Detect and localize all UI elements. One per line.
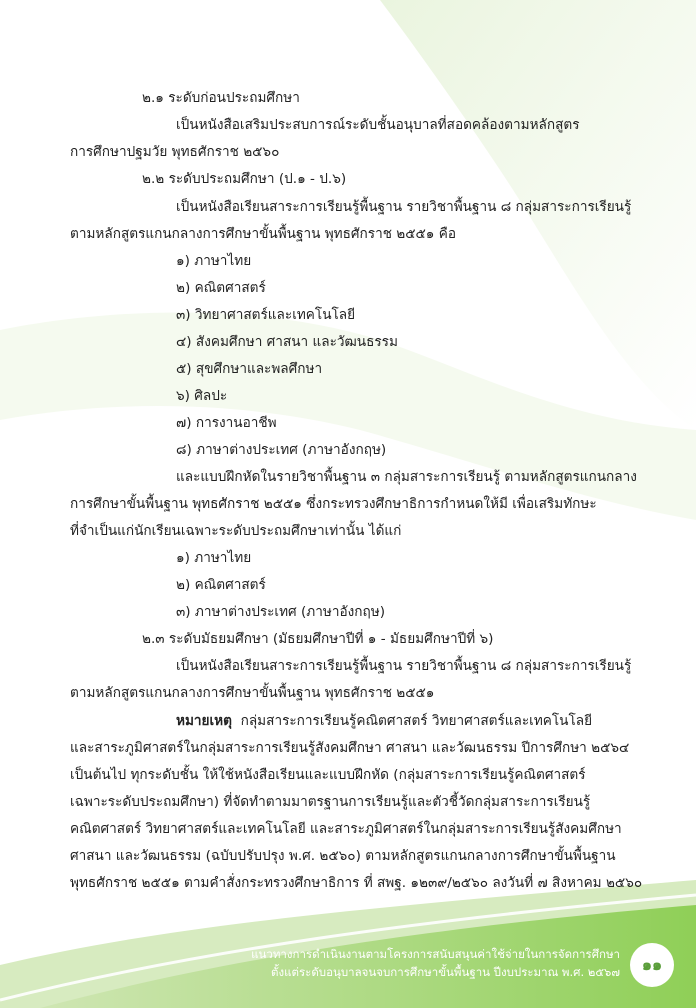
paragraph-line: พุทธศักราช ๒๕๕๑ ตามคำสั่งกระทรวงศึกษาธิการ ที่ สพฐ. ๑๒๓๙/๒๕๖๐ ลงวันที่ ๗ สิงหาคม ๒๕๖๐	[70, 875, 643, 891]
note-line	[176, 711, 592, 731]
footer-title-line1: แนวทางการดำเนินงานตามโครงการสนับสนุนค่าใช้จ่ายในการจัดการศึกษา	[251, 947, 620, 961]
paragraph-line: เป็นต้นไป ทุกระดับชั้น ให้ใช้หนังสือเรียนและแบบฝึกหัด (กลุ่มสาระการเรียนรู้คณิตศาสตร์	[70, 767, 586, 783]
paragraph-line: การศึกษาปฐมวัย พุทธศักราช ๒๕๖๐	[70, 144, 280, 160]
heading-2-2: ๒.๒ ระดับประถมศึกษา (ป.๑ - ป.๖)	[142, 171, 347, 187]
paragraph-line: เฉพาะระดับประถมศึกษา) ที่จัดทำตามมาตรฐานการเรียนรู้และตัวชี้วัดกลุ่มสาระการเรียนรู้	[70, 794, 591, 810]
list-item: ๒) คณิตศาสตร์	[176, 577, 266, 593]
paragraph-line: เป็นหนังสือเรียนสาระการเรียนรู้พื้นฐาน รายวิชาพื้นฐาน ๘ กลุ่มสาระการเรียนรู้	[176, 658, 632, 674]
list-item: ๕) สุขศึกษาและพลศึกษา	[176, 361, 323, 377]
list-item: ๓) วิทยาศาสตร์และเทคโนโลยี	[176, 307, 356, 323]
paragraph-line: เป็นหนังสือเสริมประสบการณ์ระดับชั้นอนุบาลที่สอดคล้องตามหลักสูตร	[176, 117, 580, 133]
list-item: ๑) ภาษาไทย	[176, 253, 252, 269]
list-item: ๑) ภาษาไทย	[176, 550, 252, 566]
note-text: กลุ่มสาระการเรียนรู้คณิตศาสตร์ วิทยาศาสตร์และเทคโนโลยี	[240, 713, 593, 729]
page-number-badge	[630, 943, 674, 987]
paragraph-line: และแบบฝึกหัดในรายวิชาพื้นฐาน ๓ กลุ่มสาระการเรียนรู้ ตามหลักสูตรแกนกลาง	[176, 469, 637, 485]
paragraph-line: เป็นหนังสือเรียนสาระการเรียนรู้พื้นฐาน รายวิชาพื้นฐาน ๘ กลุ่มสาระการเรียนรู้	[176, 199, 632, 215]
list-item: ๘) ภาษาต่างประเทศ (ภาษาอังกฤษ)	[176, 442, 387, 458]
paragraph-line: และสาระภูมิศาสตร์ในกลุ่มสาระการเรียนรู้สังคมศึกษา ศาสนา และวัฒนธรรม ปีการศึกษา ๒๕๖๔	[70, 740, 630, 756]
list-item: ๔) สังคมศึกษา ศาสนา และวัฒนธรรม	[176, 334, 398, 350]
paragraph-line: ที่จำเป็นแก่นักเรียนเฉพาะระดับประถมศึกษาเท่านั้น ได้แก่	[70, 523, 402, 539]
paragraph-line: การศึกษาขั้นพื้นฐาน พุทธศักราช ๒๕๕๑ ซึ่งกระทรวงศึกษาธิการกำหนดให้มี เพื่อเสริมทักษะ	[70, 496, 597, 512]
list-item: ๖) ศิลปะ	[176, 388, 228, 404]
footer-title-line2: ตั้งแต่ระดับอนุบาลจนจบการศึกษาขั้นพื้นฐาน ปีงบประมาณ พ.ศ. ๒๕๖๗	[271, 965, 620, 979]
paragraph-line: ตามหลักสูตรแกนกลางการศึกษาขั้นพื้นฐาน พุทธศักราช ๒๕๕๑ คือ	[70, 226, 456, 242]
paragraph-line: คณิตศาสตร์ วิทยาศาสตร์และเทคโนโลยี และสาระภูมิศาสตร์ในกลุ่มสาระการเรียนรู้สังคมศึกษา	[70, 821, 622, 837]
list-item: ๓) ภาษาต่างประเทศ (ภาษาอังกฤษ)	[176, 604, 386, 620]
list-item: ๗) การงานอาชีพ	[176, 415, 277, 431]
list-item: ๒) คณิตศาสตร์	[176, 280, 266, 296]
page-number: ๑๑	[641, 954, 663, 974]
heading-2-1: ๒.๑ ระดับก่อนประถมศึกษา	[142, 90, 300, 106]
note-label: หมายเหตุ	[176, 713, 232, 729]
paragraph-line: ตามหลักสูตรแกนกลางการศึกษาขั้นพื้นฐาน พุทธศักราช ๒๕๕๑	[70, 685, 435, 701]
heading-2-3: ๒.๓ ระดับมัธยมศึกษา (มัธยมศึกษาปีที่ ๑ - มัธยมศึกษาปีที่ ๖)	[142, 631, 494, 647]
paragraph-line: ศาสนา และวัฒนธรรม (ฉบับปรับปรุง พ.ศ. ๒๕๖๐) ตามหลักสูตรแกนกลางการศึกษาขั้นพื้นฐาน	[70, 848, 616, 864]
